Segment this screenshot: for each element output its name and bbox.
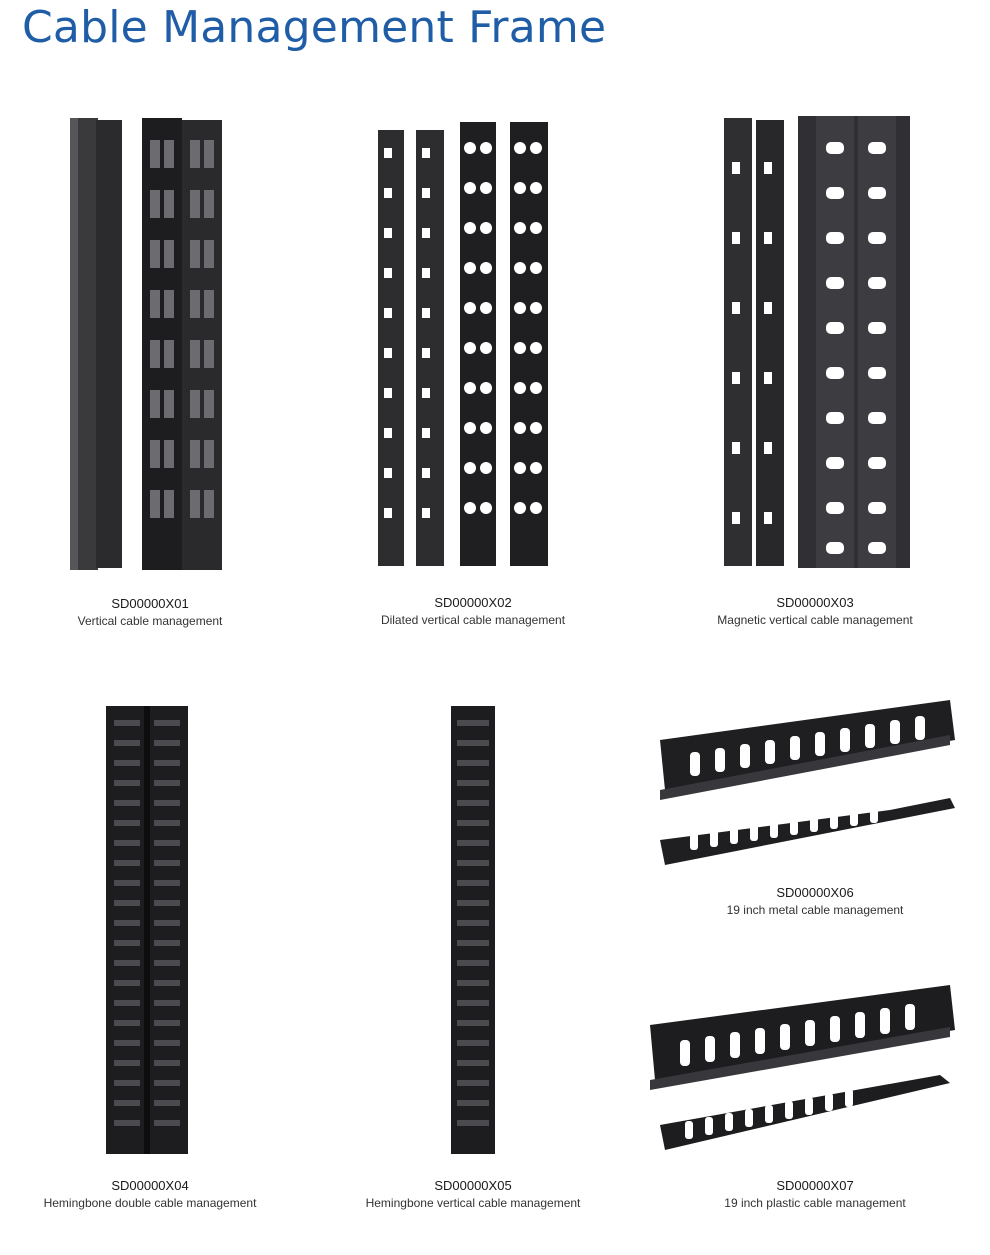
product-code: SD00000X07 bbox=[776, 1178, 854, 1193]
product-description: Magnetic vertical cable management bbox=[717, 613, 913, 627]
product-description: Vertical cable management bbox=[77, 614, 223, 628]
product-image bbox=[720, 112, 920, 574]
product-image bbox=[100, 700, 200, 1160]
product-dilated-vertical-cable-management bbox=[370, 118, 570, 573]
product-hemingbone-double-cable-management bbox=[100, 700, 200, 1160]
product-image bbox=[445, 700, 505, 1160]
product-caption bbox=[665, 1178, 965, 1211]
product-code: SD00000X04 bbox=[111, 1178, 189, 1193]
product-description: Hemingbone double cable management bbox=[43, 1196, 257, 1210]
product-magnetic-vertical-cable-management bbox=[720, 112, 920, 574]
product-code: SD00000X05 bbox=[434, 1178, 512, 1193]
product-description: Hemingbone vertical cable management bbox=[365, 1196, 581, 1210]
product-caption bbox=[0, 1178, 300, 1211]
product-caption bbox=[665, 885, 965, 918]
product-code: SD00000X03 bbox=[776, 595, 854, 610]
product-code: SD00000X01 bbox=[111, 596, 189, 611]
product-image bbox=[640, 975, 960, 1165]
product-caption bbox=[0, 596, 300, 629]
product-19-inch-plastic-cable-management bbox=[640, 975, 960, 1165]
product-description: 19 inch plastic cable management bbox=[724, 1196, 906, 1210]
product-caption bbox=[323, 1178, 623, 1211]
product-code: SD00000X06 bbox=[776, 885, 854, 900]
product-vertical-cable-management bbox=[60, 110, 240, 580]
page-title: Cable Management Frame bbox=[22, 2, 607, 53]
product-code: SD00000X02 bbox=[434, 595, 512, 610]
product-description: Dilated vertical cable management bbox=[380, 613, 566, 627]
product-image bbox=[60, 110, 240, 580]
product-hemingbone-vertical-cable-management bbox=[445, 700, 505, 1160]
product-caption bbox=[665, 595, 965, 628]
product-19-inch-metal-cable-management bbox=[650, 690, 960, 880]
product-image bbox=[650, 690, 960, 880]
product-description: 19 inch metal cable management bbox=[726, 903, 904, 917]
product-image bbox=[370, 118, 570, 573]
product-caption bbox=[323, 595, 623, 628]
